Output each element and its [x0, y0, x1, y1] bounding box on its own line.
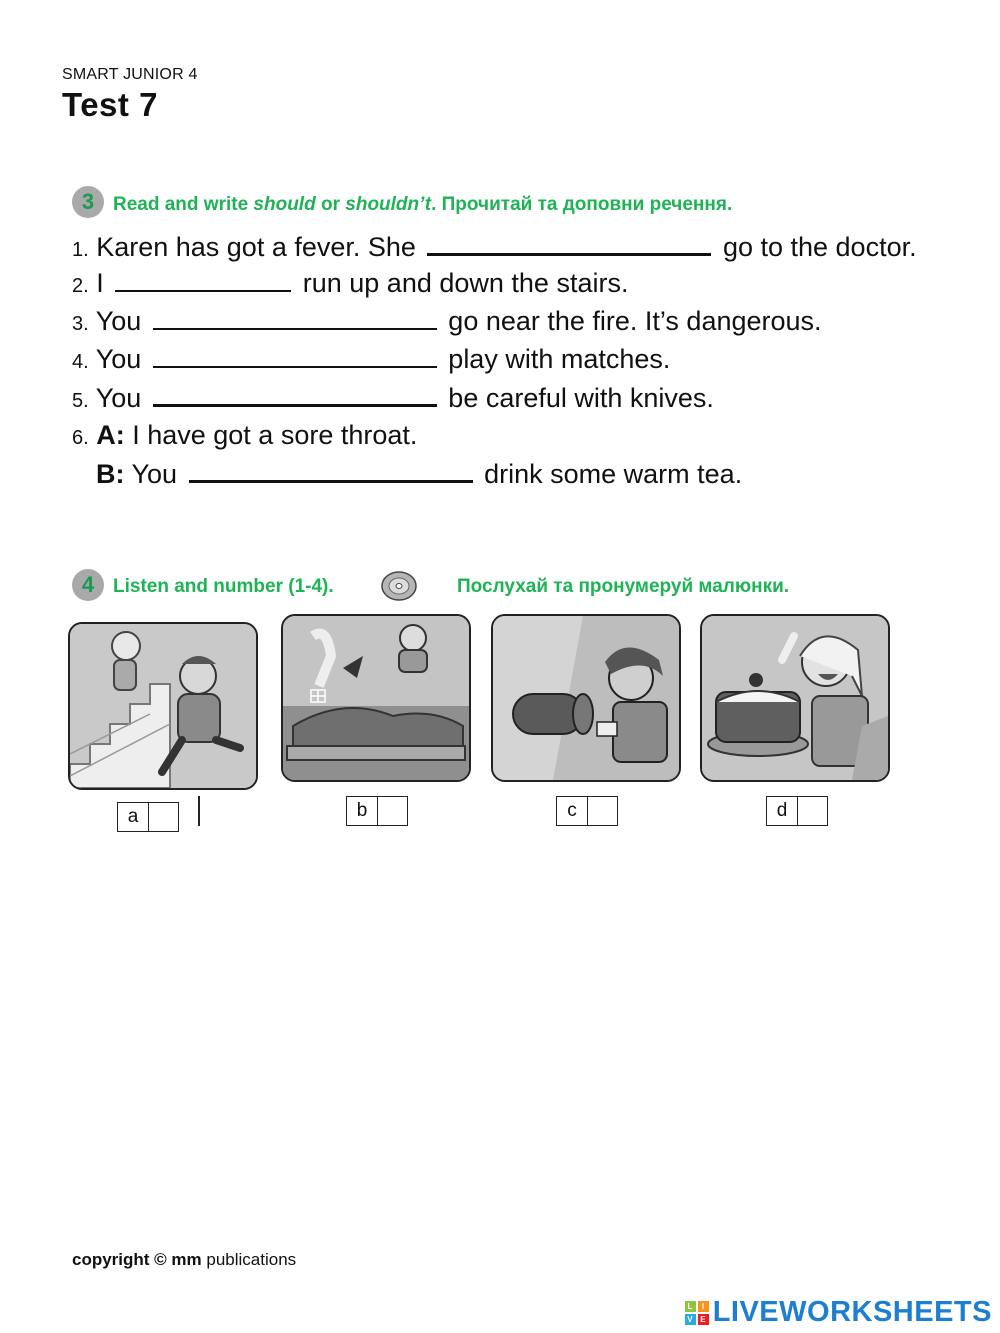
- box-label: c: [557, 797, 588, 825]
- picture-c: [491, 614, 681, 782]
- box-label: a: [118, 803, 149, 831]
- box-label: d: [767, 797, 798, 825]
- number-input[interactable]: [588, 797, 617, 825]
- number-input[interactable]: [149, 803, 178, 831]
- task-3-instructions: Read and write should or shouldn’t. Прочитай та доповни речення.: [113, 194, 733, 215]
- page-title: Test 7: [62, 86, 158, 123]
- boy-matches-icon: [493, 616, 679, 780]
- girl-knife-cake-icon: [702, 616, 888, 780]
- picture-b: [281, 614, 471, 782]
- answer-blank-3[interactable]: [153, 304, 437, 330]
- question-3: 3. You go near the fire. It’s dangerous.: [72, 306, 822, 336]
- task-4-instructions: Listen and number (1-4).: [113, 576, 334, 597]
- question-5: 5. You be careful with knives.: [72, 380, 714, 418]
- box-label: b: [347, 797, 378, 825]
- task-3-badge: 3: [72, 186, 104, 218]
- question-1: 1. Karen has got a fever. She go to the doctor.: [72, 229, 917, 267]
- question-2: 2. I run up and down the stairs.: [72, 268, 629, 298]
- copyright: copyright © mm publications: [72, 1250, 297, 1269]
- answer-blank-6[interactable]: [189, 456, 473, 483]
- answer-blank-4[interactable]: [153, 342, 437, 368]
- question-4: 4. You play with matches.: [72, 344, 671, 374]
- task-4-badge: 4: [72, 569, 104, 601]
- picture-a: [68, 622, 258, 790]
- kids-running-stairs-icon: [70, 624, 256, 788]
- picture-d: [700, 614, 890, 782]
- answer-blank-2[interactable]: [115, 266, 291, 292]
- logo-icon: L I V E: [685, 1301, 709, 1325]
- logo-text: LIVEWORKSHEETS: [712, 1296, 992, 1328]
- answer-blank-5[interactable]: [153, 380, 437, 407]
- task-4-instructions-ua: Послухай та пронумеруй малюнки.: [457, 576, 790, 597]
- number-input[interactable]: [798, 797, 827, 825]
- answer-box-c[interactable]: [556, 796, 618, 826]
- series-label: SMART JUNIOR 4: [62, 66, 198, 83]
- kids-jumping-bed-icon: [283, 616, 469, 780]
- answer-box-d[interactable]: [766, 796, 828, 826]
- question-6b: B: You drink some warm tea.: [96, 456, 742, 491]
- question-6a: 6. A: I have got a sore throat.: [72, 420, 418, 450]
- cd-icon: [380, 570, 418, 602]
- liveworksheets-logo[interactable]: [685, 1296, 992, 1329]
- number-input[interactable]: [378, 797, 407, 825]
- answer-box-a[interactable]: [117, 802, 179, 832]
- divider: [198, 796, 200, 826]
- answer-blank-1[interactable]: [427, 229, 711, 256]
- answer-box-b[interactable]: [346, 796, 408, 826]
